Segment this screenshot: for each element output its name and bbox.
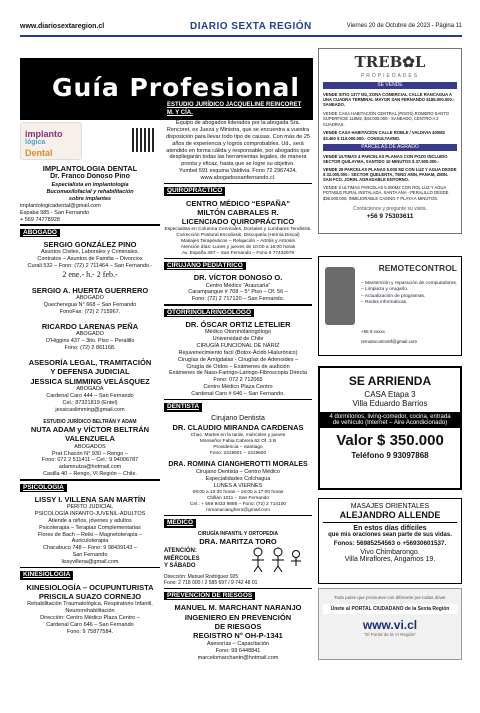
- listing-line: FonoFax: (72) 2 715967.: [59, 309, 121, 316]
- arrienda-line: CASA Etapa 3: [364, 390, 416, 399]
- listing-hours: 2 ene.- h.- 2 feb.-: [62, 270, 118, 279]
- medico-day: Y SÁBADO: [164, 563, 196, 570]
- listing-line: Dirección: Centro Médico Plaza Centro –: [40, 615, 140, 621]
- listing-line: Curali 532 – Fono: (72) 2 711464 – San Fernando.-: [27, 263, 153, 270]
- listing-line: PSICOLOGÍA INFANTO-JUVENIL-ADULTOS: [34, 510, 146, 517]
- section-rule: [164, 399, 312, 401]
- listing-title: PRISCILA SUAZO CORNEJO: [38, 591, 142, 601]
- trebol-parcelas-label: PARCELAS DE AGRADO: [323, 144, 457, 151]
- dental-doctor: Dr. Franco Donoso Pino: [50, 173, 130, 181]
- listing-title: SERGIO GONZÁLEZ PINO: [43, 240, 137, 249]
- masajes-line: Villa Miraflores, Angamos 19.: [344, 556, 436, 563]
- remote-item: – Mantención y reparación de computadores.: [361, 281, 458, 286]
- listing-title: DRA. MARITZA TORO: [199, 536, 277, 546]
- trebol-line: VENDE CASA HABITACIÓN CALLE ROBLE / VALDIVIA 400M2 $3.450 $ 110.000.000.- CONSULTAVMO.: [323, 130, 445, 141]
- listing-title: MILTÓN CABRALES R.: [197, 207, 279, 217]
- section-rule: [164, 515, 312, 517]
- masajes-phone[interactable]: Fonos: 56985254563 o +56930601537.: [333, 540, 447, 547]
- masajes-line: En estos días difíciles: [353, 525, 427, 532]
- section-otorrino: OTORRINOLARINGÓLOGO: [164, 309, 254, 317]
- listing-line: Cardenal Caro # 646 – San Fernando.: [191, 391, 285, 398]
- listing-line: Especialidades Colchagua: [205, 476, 271, 483]
- banner-title: Guía Profesional: [52, 73, 300, 102]
- listing-line: Av. España 487 – San Fernando – Fono 9 77432979: [181, 250, 295, 256]
- listing-title: ASESORÍA LEGAL, TRAMITACIÓN: [28, 358, 152, 367]
- remote-logo: REMOTECONTROL: [378, 263, 457, 273]
- listing-line: ABOGADO: [76, 331, 104, 338]
- listing-line: Exámenes de Naso-Faringo-Laringo-Fibroscopia Directa: [169, 370, 307, 377]
- masajes-ad: [318, 498, 462, 584]
- dental-line: Especialista en implantología: [51, 182, 129, 189]
- trebol-contact: Contáctenos y pregunte su visita.: [353, 206, 427, 213]
- masajes-line: MASAJES ORIENTALES: [350, 503, 430, 510]
- listing-line: Centro Médico Plaza Centro: [203, 384, 273, 391]
- listing-line: Asesorías – Capacitación: [206, 640, 270, 647]
- listing-line: ABOGADO: [76, 295, 104, 302]
- trebol-line: VENDE ULTIMAS 4 PARCELAS PLANAS CON POZO INCLUIDO SECTOR QUILAYMA, SANTIDO 10 MINUTOS $ 37.500.000.-: [323, 153, 448, 165]
- listing-email[interactable]: marcelomarchantn@hotmail.com: [197, 654, 279, 661]
- listing-title: DE RIESGOS: [214, 622, 262, 632]
- arrienda-ad: [318, 366, 462, 490]
- listing-line: Asuntos Civiles, Laborales y Criminales.: [40, 249, 140, 256]
- remote-item: – Actualización de programas.: [361, 293, 426, 299]
- listing-line: Neurorrehabilitación: [65, 608, 115, 615]
- listing-line: Chillán 1011 – San Fernando: [206, 495, 270, 501]
- section-rule: [164, 183, 312, 185]
- newspaper-name: DIARIO SEXTA REGIÓN: [190, 21, 312, 32]
- arrienda-title: SE ARRIENDA: [348, 374, 432, 388]
- listing-line: Fono: (72) 2 861168.: [64, 345, 116, 352]
- arrienda-features: 4 dormitorios, living-comedor, cocina, entrada de vehículo (Internet – Aire Acondicionado): [320, 412, 460, 428]
- listing-line: Contratos – Asuntos de Familia – Divorcios: [37, 256, 143, 263]
- qr-code-icon: [132, 128, 156, 152]
- remote-phone[interactable]: +56 9 xxxxx: [361, 329, 385, 334]
- listing-title: DR. VÍCTOR DONOSO O.: [193, 273, 283, 283]
- listing-line: LUNES A VIERNES: [213, 483, 263, 490]
- listing-line: San Fernando: [72, 552, 108, 559]
- listing-line: ABOGADA: [76, 386, 104, 393]
- listing-title: Y DEFENSA JUDICIAL: [50, 367, 130, 377]
- listing-line: 09:00 a 13:30 horas – 16:00 a 17:00 horas: [192, 489, 284, 495]
- section-rule: [20, 224, 160, 226]
- trebol-logo: TREB✿L: [354, 53, 426, 71]
- remote-illustration-icon: [325, 267, 355, 325]
- arrienda-phone[interactable]: Teléfono 9 93097868: [351, 451, 429, 460]
- listing-email[interactable]: jessicaslimming@gmail.com: [55, 406, 125, 413]
- listing-line: PERITO JUDICIAL: [66, 504, 114, 510]
- listing-line: Cel.: 87321819 (Entel): [62, 399, 118, 406]
- trebol-line: VENDE 29 PARCELAS PLANAS 5.000 M2 CON LUZ Y AGUA DESDE $ 32.000.000.- SECTOR QUELENTA, TENO AMN, PANAM, ZMIN. SAN FCO. JORIN. AGRADABLE ENTORNO.: [323, 166, 457, 183]
- section-rule: [164, 258, 312, 260]
- masajes-line: que mis oraciones sean parte de sus vidas.: [328, 532, 452, 538]
- section-medico: MÉDICO: [164, 519, 196, 527]
- dental-phone: + 569 74778928: [20, 216, 60, 223]
- listing-line: Atención días: Lunes y jueves de 10:00 a 16:00 horas: [180, 244, 296, 250]
- listing-subhead: CIRUGÍA INFANTIL Y ORTOPEDIA: [197, 530, 279, 537]
- listing-line: Carampangue # 708 – 5° Piso – Of. 56 –: [188, 289, 288, 296]
- dental-title: IMPLANTOLOGIA DENTAL: [42, 164, 138, 173]
- listing-title: DRA. ROMINA CIANGHEROTTI MORALES: [168, 460, 308, 468]
- trebol-line: VENDE SITIO 1377 M2, ZONA COMERCIAL CALLE RANCAGUA A UNA CUADRA TERMINAL MAYOR SAN FERNANDO $185.000.000.- SANEADO.: [323, 91, 455, 108]
- listing-title: JESSICA SLIMMING VELÁSQUEZ: [30, 376, 150, 386]
- medico-body: [164, 546, 312, 574]
- listing-title: RICARDO LARENAS PEÑA: [41, 322, 139, 331]
- section-prevencion: PREVENCIÓN DE RIESGOS: [164, 592, 255, 600]
- dental-email[interactable]: implantologicadental@gmail.com: [20, 202, 101, 209]
- listing-title: INGENIERO EN PREVENCIÓN: [184, 612, 292, 622]
- listing-email[interactable]: romanacianghero@gmail.com: [205, 507, 271, 513]
- listing-line: Casilla 40 – Rengo, VI Región – Chile.: [43, 471, 137, 478]
- listing-line: Chac. Martes en la tarde, miércoles y jueves: [190, 432, 286, 438]
- vi-line: Únete al PORTAL CIUDADANO de la Sexta Región: [323, 604, 457, 614]
- listing-line: Fono: 072 2 712065: [213, 377, 263, 384]
- listing-line: Fono: 9 75877584.: [66, 628, 114, 635]
- listing-line: Chacabuco 748 – Fono: 9 98439143 –: [43, 545, 137, 552]
- listing-line: O'Higgins 437 – 3ito. Piso – Peralillo: [45, 338, 135, 345]
- listing-title: CENTRO MÉDICO “ESPAÑA”: [185, 198, 291, 208]
- masajes-line: Vivo Chimbarongo.: [360, 549, 420, 556]
- estudio-text: Equipo de abogados liderados por la abogada Sra. Rencoret, ex Jueza y Ministra, que se encuentra a vuestra disposición para llevar todo tipo de causas. Con más de 25 años de experiencia y logros comprobables. Ud., será atendido en forma cálida y responsable, por abogados que despliegarán todas las herramientas legales, de manera pronta y eficaz, hasta que se logre su objetivo.: [165, 120, 310, 168]
- listing-line: ABOGADOS: [74, 443, 106, 450]
- listing-line: Quecheregua N° 668 – San Fernando: [43, 302, 137, 309]
- section-rule: [164, 304, 312, 306]
- section-dentista: DENTISTA: [164, 403, 202, 411]
- listing-line: Providencia – Santiago: [213, 444, 263, 450]
- dental-logo-row: [20, 122, 160, 164]
- listing-line: Fono: (72) 2 717120 – San Fernando.: [191, 296, 285, 303]
- middle-column: [164, 100, 312, 661]
- listing-line: Cirugía de Oídos – Exámenes de audición: [186, 363, 290, 370]
- page-date: Viernes 20 de Octubre de 2023 - Página 11: [346, 23, 462, 29]
- listing-title: DR. CLAUDIO MIRANDA CARDENAS: [172, 423, 304, 433]
- estudio-address: Yumbel 591 esquina Valdivia. Fono 72 2967424.: [179, 168, 297, 175]
- listing-line: Rejuvenecimiento facil (Botox-Ácido Hialurónico): [178, 349, 298, 356]
- remotecontrol-ad: [318, 256, 462, 356]
- dental-address: Espaba 985 - San Fernando: [20, 209, 90, 216]
- listing-line: Cardenal Caro 646 – San Fernando: [46, 621, 134, 628]
- listing-title: MANUEL M. MARCHANT NARANJO: [174, 603, 302, 613]
- listing-line: Fono: 072 2 511411 – Cel.: 9 94006787: [41, 457, 139, 464]
- listing-line: Prat Chacón N° 930 – Rengo –: [52, 450, 128, 457]
- section-quiropractico: QUIROPRÁCTICO: [164, 187, 225, 195]
- listing-line: Cel.: + 569 9433 9888 – Fono: (72) 2 714100: [189, 501, 287, 507]
- listing-title: SERGIO A. HUERTA GUERRERO: [31, 286, 149, 295]
- section-psicologia: PSICOLOGÍA: [20, 484, 67, 492]
- listing-subhead: ESTUDIO JURÍDICO BELTRÁN Y ADAM: [43, 418, 137, 425]
- section-rule: [20, 479, 160, 481]
- listing-line: Cirujano Dentista – Centro Médico: [195, 469, 281, 476]
- listing-line: Rehabilitación Traumatológica, Respiratorio Infantil,: [27, 601, 153, 608]
- arrienda-line: Villa Eduardo Barrios: [352, 399, 428, 408]
- implanto-logo: implanto lógica Dental: [20, 122, 82, 160]
- listing-line: Cirujano Dentista: [211, 414, 265, 422]
- listing-line: Atiende a niños, jóvenes y adultos: [48, 517, 132, 524]
- listing-title: REGISTRO N° OH-P-1341: [193, 631, 283, 641]
- listing-line: Psicoterapia – Terapias Complementarias: [39, 524, 141, 531]
- listing-line: Dirección: Manuel Rodríguez 925: [164, 574, 239, 581]
- remote-item: – Redes informáticas.: [361, 300, 408, 306]
- listing-line: CIRUGÍA FUNCIONAL DE NARIZ: [196, 342, 280, 349]
- page-header: [20, 21, 462, 37]
- listing-title: KINESIOLOGÍA – OCUPUNTURISTA: [26, 582, 154, 592]
- vi-portal-ad: [318, 588, 462, 660]
- listing-line: Cirugías de Amígdalas - Cirugías de Adenoides –: [177, 356, 299, 363]
- listing-line: Cardenal Caro 444 – San Fernando: [46, 393, 134, 399]
- listing-email[interactable]: lissyvillena@gmail.com: [61, 559, 119, 565]
- section-estudio: ESTUDIO JURÍDICO JACQUELINE REINCORET M. Y CÍA.: [164, 102, 312, 117]
- vi-line: Todo pulse que promueve con diferente por todas driver: [334, 595, 446, 600]
- listing-title: VALENZUELA: [65, 434, 115, 444]
- listing-line: Médico Otorrinolaringólogo: [204, 329, 272, 336]
- left-column: [20, 122, 160, 636]
- listing-line: Monseñor Fabia Cabrera 62 Of. 3 B: [199, 438, 277, 444]
- vi-line: "El Portal de la VI Región": [363, 632, 417, 637]
- header-rule: [20, 35, 462, 37]
- medico-day: MIÉRCOLES: [164, 555, 200, 562]
- listing-line: Fono: 2319601 – 2319600: [209, 450, 267, 456]
- medico-atencion: ATENCIÓN:: [164, 548, 197, 555]
- listing-title: LICENCIADO QUIROPRÁCTICO: [181, 217, 295, 227]
- remote-mail[interactable]: remotecontrolsf@gmail.com: [361, 339, 418, 344]
- listing-title: DR. ÓSCAR ORTIZ LETELIER: [185, 319, 291, 329]
- estudio-web[interactable]: www.abogadossanfernando.cl.: [200, 175, 276, 181]
- listing-line: Centro Médico “Araucaria”: [205, 282, 271, 289]
- section-kinesiologia: KINESIOLOGÍA: [20, 571, 73, 579]
- arrienda-price: Valor $ 350.000: [336, 432, 444, 449]
- dental-line: sobre implantes: [68, 195, 112, 202]
- site-url[interactable]: www.diariosextaregion.cl: [20, 23, 105, 30]
- dental-line: Bucomaxilofacial y rehabilitación: [46, 189, 134, 195]
- trebol-phone[interactable]: +56 9 75303611: [366, 212, 414, 220]
- listing-line: Auriculoterapia: [71, 538, 109, 545]
- section-abogado: ABOGADO: [20, 229, 60, 237]
- listing-line: Masajes Terapéuticos – Relajación – Artritis y Artrosis: [181, 238, 295, 244]
- listing-line: Fono: 2 718 000 / 2 585 697 / 9 742 48 01: [164, 580, 258, 587]
- children-illustration-icon: [246, 546, 306, 572]
- listing-line: Universidad de Chile: [212, 336, 264, 343]
- listing-line: Especialista en Columna Cervicales, Dorsales y Lumbares Tendinitis, Corrección Postural Escoliosis, Discopatía (Hernia Discal): [164, 226, 312, 238]
- listing-title: NUTA ADAM y VÍCTOR BELTRÁN: [30, 424, 150, 434]
- trebol-ad: [318, 48, 462, 234]
- trebol-line: VENDE 5 ULTIMAS PARCELAS 5.000M2 CON ROL LUZ Y AGUA POTABLE RURAL INSTALADA, SANTA ANA - PERALILLO DESDE $36.000.000, INMEJORABLE CASINO Y PLAYA A MINUTOS.: [323, 184, 449, 201]
- section-rule: [164, 588, 312, 590]
- masajes-name: ALEJANDRO ALLENDE: [339, 510, 441, 520]
- listing-title: LISSY I. VILLENA SAN MARTÍN: [34, 494, 146, 504]
- trebol-label: SE VENDE: [323, 82, 457, 89]
- vi-url[interactable]: www.vi.cl: [362, 618, 418, 632]
- section-cirujano: CIRUJANO PEDIÁTRICO: [164, 262, 246, 270]
- listing-line: Fono: 99 6448841: [215, 647, 261, 654]
- section-rule: [20, 567, 160, 569]
- trebol-sub: PROPIEDADES: [360, 72, 420, 79]
- listing-email[interactable]: adamnutza@hotmail.com: [58, 464, 122, 471]
- trebol-line: VENDE CASA HABITACIÓN CENTRAL (PISOS) ROMERO SANTO SUPERFICIE 118M2, $44.000.000.- SANEADO, CENTRO A 2 CUADRAS.: [323, 110, 450, 127]
- listing-line: Flores de Bach – Reiki – Magnetoterapia –: [37, 531, 143, 538]
- remote-item: – Limpieza y orugarlo.: [361, 287, 409, 293]
